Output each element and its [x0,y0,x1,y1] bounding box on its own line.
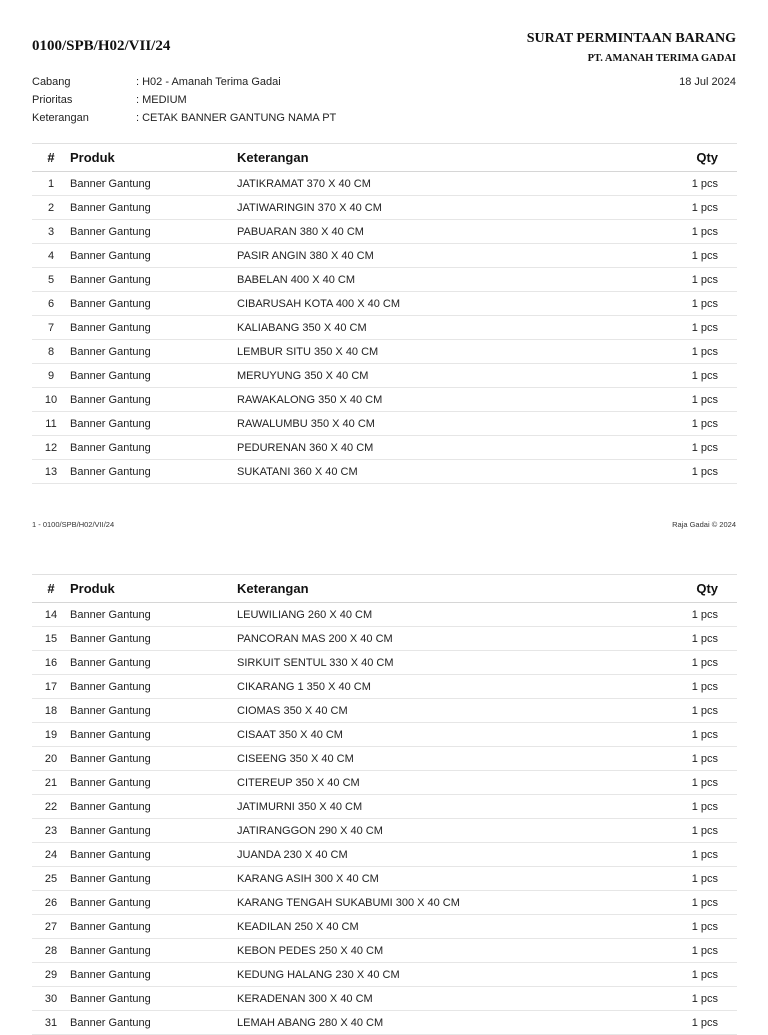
row-produk: Banner Gantung [70,704,151,717]
row-produk: Banner Gantung [70,800,151,813]
row-keterangan: LEUWILIANG 260 X 40 CM [237,608,373,621]
row-qty: 1 pcs [691,824,718,837]
table-row [32,891,737,915]
row-qty: 1 pcs [691,920,718,933]
row-qty: 1 pcs [691,848,718,861]
row-number: 9 [47,369,55,382]
row-keterangan: CISEENG 350 X 40 CM [237,752,354,765]
row-number: 22 [44,800,58,813]
info-label: Keterangan [32,112,89,124]
row-produk: Banner Gantung [70,201,151,214]
table-body [32,603,737,1035]
column-header-produk: Produk [70,581,115,596]
row-number: 19 [44,728,58,741]
table-row [32,675,737,699]
row-qty: 1 pcs [691,393,718,406]
items-table-page-1 [32,143,737,484]
table-row [32,220,737,244]
row-qty: 1 pcs [691,321,718,334]
row-number: 4 [47,249,55,262]
table-row [32,843,737,867]
row-keterangan: CIKARANG 1 350 X 40 CM [237,680,371,693]
row-qty: 1 pcs [691,177,718,190]
row-number: 12 [44,441,58,454]
row-number: 26 [44,896,58,909]
table-row [32,412,737,436]
row-number: 25 [44,872,58,885]
table-row [32,316,737,340]
row-qty: 1 pcs [691,345,718,358]
row-produk: Banner Gantung [70,776,151,789]
info-row-keterangan [32,111,336,129]
info-value: : MEDIUM [136,94,187,106]
row-qty: 1 pcs [691,369,718,382]
row-qty: 1 pcs [691,273,718,286]
row-produk: Banner Gantung [70,656,151,669]
row-produk: Banner Gantung [70,728,151,741]
row-qty: 1 pcs [691,441,718,454]
row-keterangan: RAWAKALONG 350 X 40 CM [237,393,383,406]
row-qty: 1 pcs [691,465,718,478]
document-title: SURAT PERMINTAAN BARANG [526,31,736,46]
row-number: 16 [44,656,58,669]
row-keterangan: PASIR ANGIN 380 X 40 CM [237,249,374,262]
row-produk: Banner Gantung [70,632,151,645]
table-header-row [32,575,737,603]
row-keterangan: JATIMURNI 350 X 40 CM [237,800,363,813]
info-row-cabang [32,75,336,93]
column-header-keterangan: Keterangan [237,150,309,165]
row-produk: Banner Gantung [70,369,151,382]
row-keterangan: JUANDA 230 X 40 CM [237,848,348,861]
row-keterangan: KARANG ASIH 300 X 40 CM [237,872,379,885]
row-keterangan: SIRKUIT SENTUL 330 X 40 CM [237,656,394,669]
table-row [32,915,737,939]
table-row [32,867,737,891]
row-number: 6 [47,297,55,310]
row-keterangan: CIOMAS 350 X 40 CM [237,704,348,717]
row-qty: 1 pcs [691,201,718,214]
table-row [32,292,737,316]
table-row [32,723,737,747]
table-row [32,819,737,843]
table-row [32,987,737,1011]
row-number: 1 [47,177,55,190]
row-number: 27 [44,920,58,933]
items-table-page-2 [32,574,737,1035]
row-produk: Banner Gantung [70,321,151,334]
table-row [32,963,737,987]
row-produk: Banner Gantung [70,249,151,262]
row-keterangan: CITEREUP 350 X 40 CM [237,776,360,789]
row-keterangan: KALIABANG 350 X 40 CM [237,321,367,334]
row-number: 20 [44,752,58,765]
row-produk: Banner Gantung [70,417,151,430]
row-number: 3 [47,225,55,238]
info-row-prioritas [32,93,336,111]
row-qty: 1 pcs [691,800,718,813]
row-keterangan: JATIKRAMAT 370 X 40 CM [237,177,371,190]
row-number: 17 [44,680,58,693]
table-row [32,436,737,460]
row-produk: Banner Gantung [70,608,151,621]
row-number: 24 [44,848,58,861]
company-name: PT. AMANAH TERIMA GADAI [587,53,736,64]
row-number: 23 [44,824,58,837]
row-number: 13 [44,465,58,478]
row-number: 10 [44,393,58,406]
row-number: 2 [47,201,55,214]
row-qty: 1 pcs [691,704,718,717]
info-label: Prioritas [32,94,73,106]
table-row [32,196,737,220]
row-produk: Banner Gantung [70,944,151,957]
row-produk: Banner Gantung [70,345,151,358]
row-produk: Banner Gantung [70,680,151,693]
row-keterangan: LEMBUR SITU 350 X 40 CM [237,345,379,358]
column-header-number: # [47,150,55,165]
row-number: 8 [47,345,55,358]
row-qty: 1 pcs [691,872,718,885]
row-number: 7 [47,321,55,334]
table-header-row [32,144,737,172]
row-qty: 1 pcs [691,776,718,789]
row-produk: Banner Gantung [70,896,151,909]
table-row [32,795,737,819]
row-keterangan: LEMAH ABANG 280 X 40 CM [237,1016,384,1029]
row-produk: Banner Gantung [70,848,151,861]
info-value: : CETAK BANNER GANTUNG NAMA PT [136,112,337,124]
row-produk: Banner Gantung [70,920,151,933]
row-produk: Banner Gantung [70,992,151,1005]
table-row [32,651,737,675]
row-keterangan: KEBON PEDES 250 X 40 CM [237,944,384,957]
row-number: 5 [47,273,55,286]
row-produk: Banner Gantung [70,273,151,286]
document-date: 18 Jul 2024 [679,76,736,88]
row-keterangan: CISAAT 350 X 40 CM [237,728,343,741]
row-qty: 1 pcs [691,249,718,262]
row-produk: Banner Gantung [70,393,151,406]
row-keterangan: MERUYUNG 350 X 40 CM [237,369,369,382]
row-keterangan: KERADENAN 300 X 40 CM [237,992,373,1005]
row-qty: 1 pcs [691,632,718,645]
info-block [32,75,336,129]
table-row [32,939,737,963]
table-row [32,268,737,292]
row-number: 29 [44,968,58,981]
table-row [32,364,737,388]
row-keterangan: CIBARUSAH KOTA 400 X 40 CM [237,297,401,310]
row-keterangan: BABELAN 400 X 40 CM [237,273,356,286]
row-qty: 1 pcs [691,968,718,981]
info-label: Cabang [32,76,71,88]
row-keterangan: RAWALUMBU 350 X 40 CM [237,417,375,430]
row-qty: 1 pcs [691,944,718,957]
row-produk: Banner Gantung [70,968,151,981]
row-keterangan: JATIRANGGON 290 X 40 CM [237,824,383,837]
row-qty: 1 pcs [691,728,718,741]
row-keterangan: JATIWARINGIN 370 X 40 CM [237,201,382,214]
table-row [32,771,737,795]
column-header-qty: Qty [696,150,718,165]
row-number: 11 [45,417,57,430]
row-qty: 1 pcs [691,297,718,310]
row-number: 18 [44,704,58,717]
table-row [32,460,737,484]
row-qty: 1 pcs [691,417,718,430]
row-keterangan: KARANG TENGAH SUKABUMI 300 X 40 CM [237,896,460,909]
table-row [32,1011,737,1035]
row-produk: Banner Gantung [70,1016,151,1029]
row-number: 21 [44,776,58,789]
table-row [32,747,737,771]
column-header-number: # [47,581,55,596]
row-produk: Banner Gantung [70,872,151,885]
row-produk: Banner Gantung [70,465,151,478]
row-keterangan: SUKATANI 360 X 40 CM [237,465,358,478]
table-row [32,244,737,268]
row-number: 28 [44,944,58,957]
info-value: : H02 - Amanah Terima Gadai [136,76,281,88]
row-qty: 1 pcs [691,680,718,693]
row-number: 14 [44,608,58,621]
table-row [32,172,737,196]
row-produk: Banner Gantung [70,225,151,238]
document-number: 0100/SPB/H02/VII/24 [32,38,171,54]
table-row [32,627,737,651]
row-qty: 1 pcs [691,752,718,765]
footer-page-reference: 1 - 0100/SPB/H02/VII/24 [32,520,115,529]
table-row [32,699,737,723]
row-number: 30 [44,992,58,1005]
row-qty: 1 pcs [691,656,718,669]
column-header-produk: Produk [70,150,115,165]
table-body [32,172,737,484]
row-produk: Banner Gantung [70,297,151,310]
row-keterangan: KEADILAN 250 X 40 CM [237,920,359,933]
row-produk: Banner Gantung [70,752,151,765]
row-keterangan: PANCORAN MAS 200 X 40 CM [237,632,393,645]
row-produk: Banner Gantung [70,441,151,454]
row-qty: 1 pcs [691,225,718,238]
row-qty: 1 pcs [691,608,718,621]
row-number: 15 [44,632,58,645]
row-keterangan: KEDUNG HALANG 230 X 40 CM [237,968,400,981]
table-row [32,388,737,412]
row-qty: 1 pcs [691,1016,718,1029]
column-header-keterangan: Keterangan [237,581,309,596]
row-keterangan: PABUARAN 380 X 40 CM [237,225,364,238]
row-keterangan: PEDURENAN 360 X 40 CM [237,441,374,454]
row-qty: 1 pcs [691,992,718,1005]
row-number: 31 [44,1016,58,1029]
column-header-qty: Qty [696,581,718,596]
row-qty: 1 pcs [691,896,718,909]
row-produk: Banner Gantung [70,177,151,190]
table-row [32,603,737,627]
footer-copyright: Raja Gadai © 2024 [672,520,736,529]
row-produk: Banner Gantung [70,824,151,837]
table-row [32,340,737,364]
